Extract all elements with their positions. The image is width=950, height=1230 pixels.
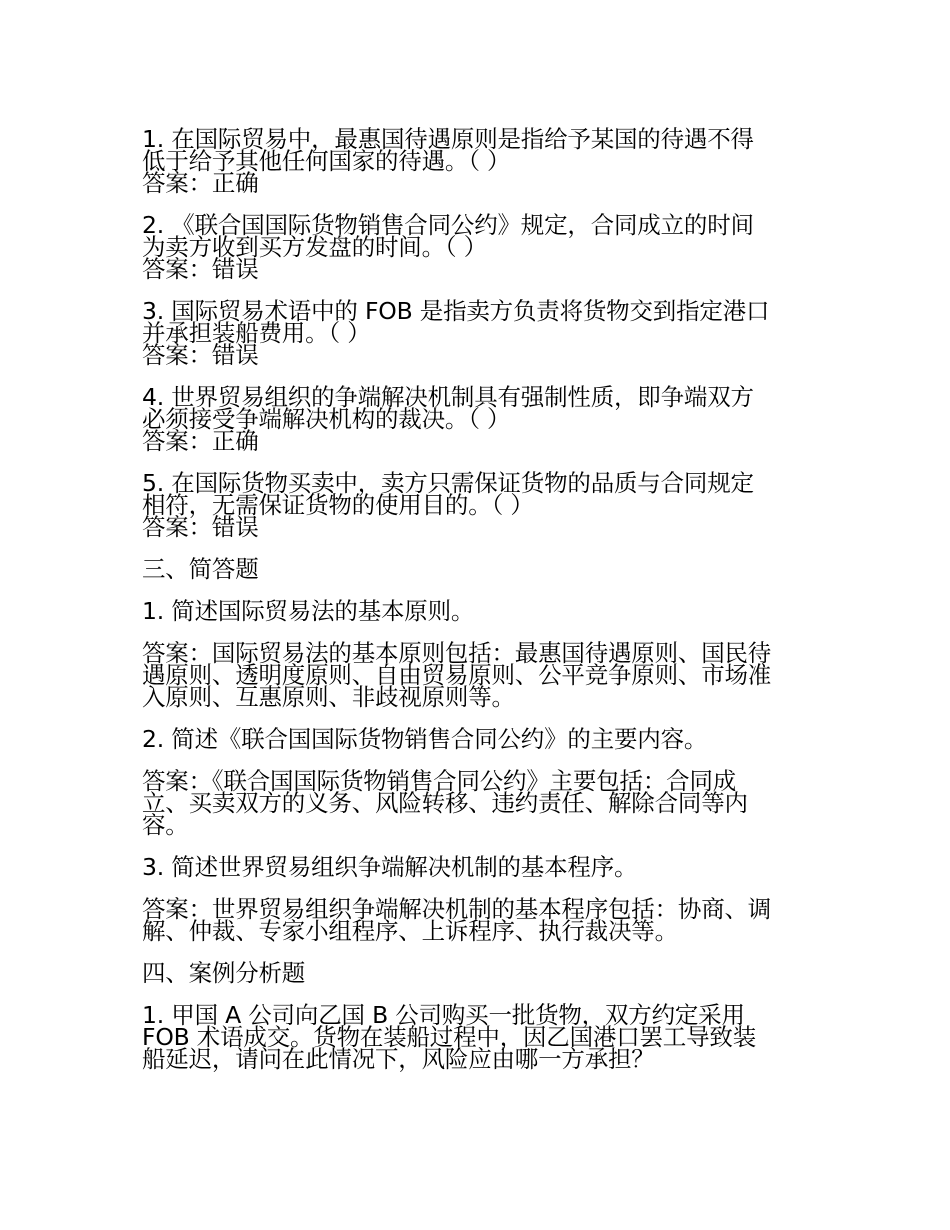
answer-text: 答案：正确 [142,169,259,197]
question-line: 4. 世界贸易组织的争端解决机制具有强制性质，即争端双方 [142,383,754,411]
short-answer-answer-1 [142,639,814,711]
judgement-question-5 [142,469,814,541]
question-line: 1. 在国际贸易中，最惠国待遇原则是指给予某国的待遇不得 [142,125,754,153]
judgement-question-1 [142,125,814,197]
answer-line: 答案：世界贸易组织争端解决机制的基本程序包括：协商、调 [142,895,772,923]
question-line: 并承担装船费用。（ ） [142,319,371,347]
question-line: FOB 术语成交。货物在装船过程中，因乙国港口罢工导致装 [142,1023,757,1051]
answer-line: 遇原则、透明度原则、自由贸易原则、公平竞争原则、市场准 [142,661,772,689]
short-answer-answer-2 [142,767,814,839]
question-line: 2. 简述《联合国国际货物销售合同公约》的主要内容。 [142,725,708,753]
question-line: 为卖方收到买方发盘的时间。（ ） [142,233,488,261]
judgement-question-2 [142,211,814,283]
short-answer-answer-3 [142,895,814,945]
question-line: 相符，无需保证货物的使用目的。（ ） [142,491,534,519]
question-line: 船延迟，请问在此情况下，风险应由哪一方承担？ [142,1045,655,1073]
question-line: 3. 国际贸易术语中的 FOB 是指卖方负责将货物交到指定港口 [142,297,770,325]
question-line: 1. 简述国际贸易法的基本原则。 [142,597,475,625]
answer-text: 答案：错误 [142,341,259,369]
document-page [142,125,814,1073]
answer-text: 答案：错误 [142,255,259,283]
answer-line: 容。 [142,811,189,839]
judgement-question-3 [142,297,814,369]
answer-text: 答案：错误 [142,513,259,541]
answer-line: 答案：《联合国国际货物销售合同公约》主要包括：合同成 [142,767,737,795]
answer-line: 答案：国际贸易法的基本原则包括：最惠国待遇原则、国民待 [142,639,772,667]
short-answer-question-3 [142,853,814,881]
question-line: 2. 《联合国国际货物销售合同公约》规定，合同成立的时间 [142,211,754,239]
question-line: 3. 简述世界贸易组织争端解决机制的基本程序。 [142,853,638,881]
question-line: 必须接受争端解决机构的裁决。（ ） [142,405,511,433]
short-answer-question-2 [142,725,814,753]
case-question-1 [142,1001,814,1073]
question-line: 5. 在国际货物买卖中，卖方只需保证货物的品质与合同规定 [142,469,754,497]
question-line: 低于给予其他任何国家的待遇。（ ） [142,147,511,175]
section-heading-short-answer: 三、简答题 [142,555,259,583]
question-line: 1. 甲国 A 公司向乙国 B 公司购买一批货物，双方约定采用 [142,1001,745,1029]
answer-line: 入原则、互惠原则、非歧视原则等。 [142,683,515,711]
answer-line: 立、买卖双方的义务、风险转移、违约责任、解除合同等内 [142,789,748,817]
short-answer-question-1 [142,597,814,625]
judgement-question-4 [142,383,814,455]
answer-line: 解、仲裁、专家小组程序、上诉程序、执行裁决等。 [142,917,678,945]
answer-text: 答案：正确 [142,427,259,455]
section-heading-case-analysis: 四、案例分析题 [142,959,306,987]
